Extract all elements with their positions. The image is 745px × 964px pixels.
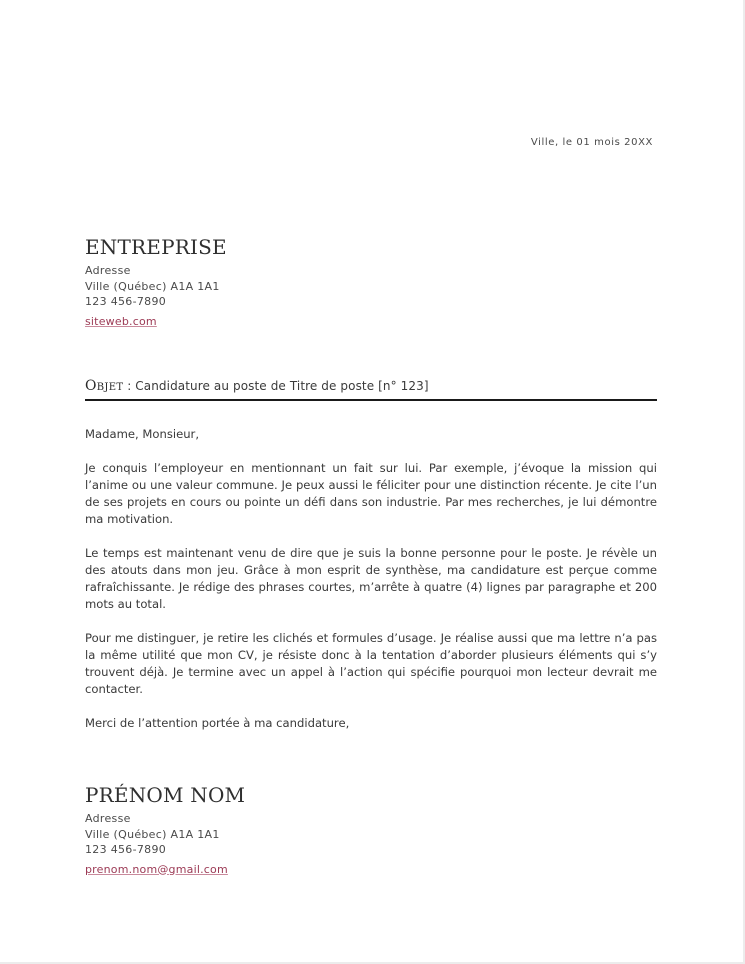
paragraph-strengths: Le temps est maintenant venu de dire que je suis la bonne personne pour le poste. Je révèle un des atouts dans mon jeu. Grâce à mon esprit de synthèse, ma candidature est perçue comme rafraîchissante. Je rédige des phrases courtes, m’arrête à quatre (4) lignes par paragraphe et 200 mots au total. bbox=[85, 546, 657, 611]
subject-line bbox=[85, 378, 657, 401]
sender-block bbox=[85, 782, 245, 877]
company-block bbox=[85, 234, 227, 329]
sender-phone: 123 456-7890 bbox=[85, 843, 167, 856]
paragraph-intro: Je conquis l’employeur en mentionnant un fait sur lui. Par exemple, j’évoque la mission qui l’anime ou une valeur commune. Je peux aussi le féliciter pour une distinction récente. Je cite l’un de ses projets en cours ou pointe un défi dans son industrie. Par mes recherches, je lui démontre ma motivation. bbox=[85, 461, 657, 526]
company-name: ENTREPRISE bbox=[85, 235, 227, 259]
sender-name: PRÉNOM NOM bbox=[85, 783, 246, 807]
closing-line: Merci de l’attention portée à ma candidature, bbox=[85, 716, 350, 730]
subject-label: Objet bbox=[85, 378, 124, 394]
paragraph-distinguish: Pour me distinguer, je retire les clichés et formules d’usage. Je réalise aussi que ma lettre n’a pas la même utilité que mon CV, je résiste donc à la tentation d’aborder plusieurs éléments qui s’y trouvent déjà. Je termine avec un appel à l’action qui spécifie pourquoi mon lecteur devrait me contacter. bbox=[85, 631, 657, 696]
company-phone: 123 456-7890 bbox=[85, 295, 167, 308]
date-line: Ville, le 01 mois 20XX bbox=[530, 137, 653, 148]
letter-body bbox=[85, 426, 657, 749]
sender-address: Adresse bbox=[85, 812, 131, 825]
subject-text: : Candidature au poste de Titre de poste [n° 123] bbox=[123, 379, 429, 393]
greeting: Madame, Monsieur, bbox=[85, 427, 200, 441]
sender-city: Ville (Québec) A1A 1A1 bbox=[85, 827, 220, 841]
company-website-link[interactable]: siteweb.com bbox=[85, 314, 157, 328]
company-address: Adresse bbox=[85, 264, 131, 277]
company-city: Ville (Québec) A1A 1A1 bbox=[85, 279, 220, 293]
sender-email-link[interactable]: prenom.nom@gmail.com bbox=[85, 862, 228, 876]
